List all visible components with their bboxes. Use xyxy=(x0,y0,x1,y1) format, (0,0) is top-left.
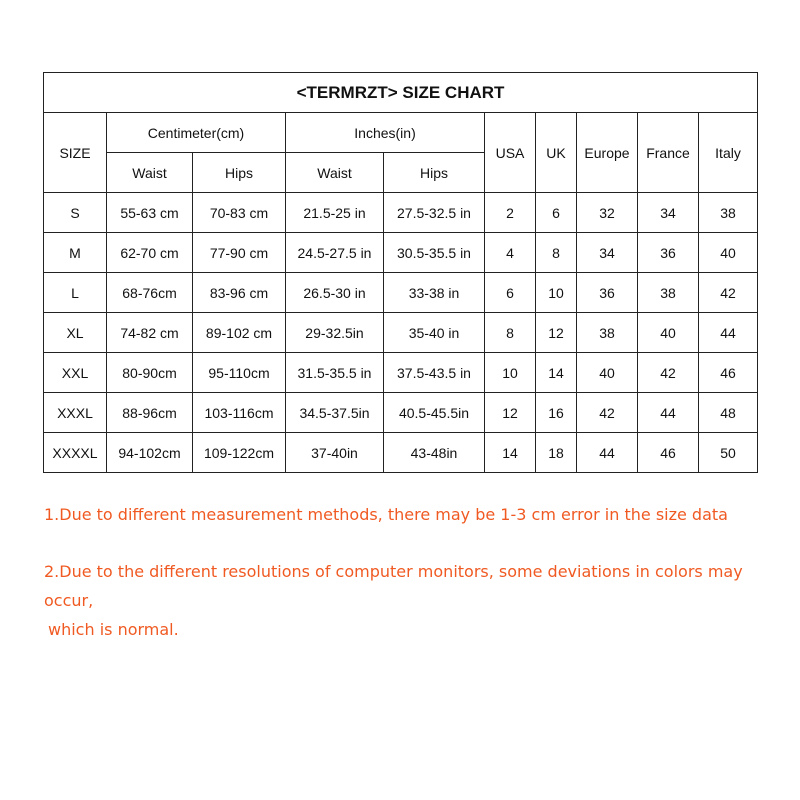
cell-uk: 12 xyxy=(536,313,577,353)
cell-size: XXXXL xyxy=(44,433,107,473)
cell-uk: 8 xyxy=(536,233,577,273)
cell-waist-in: 37-40in xyxy=(286,433,384,473)
cell-europe: 32 xyxy=(577,193,638,233)
table-row xyxy=(44,393,758,433)
cell-europe: 44 xyxy=(577,433,638,473)
cell-europe: 38 xyxy=(577,313,638,353)
cell-france: 36 xyxy=(638,233,699,273)
table-row xyxy=(44,353,758,393)
cell-hips-cm: 70-83 cm xyxy=(193,193,286,233)
cell-waist-cm: 62-70 cm xyxy=(107,233,193,273)
cell-hips-cm: 109-122cm xyxy=(193,433,286,473)
cell-waist-cm: 55-63 cm xyxy=(107,193,193,233)
note-monitor-color: 2.Due to the different resolutions of computer monitors, some deviations in colors may occur, xyxy=(44,562,743,610)
cell-waist-in: 31.5-35.5 in xyxy=(286,353,384,393)
cell-waist-cm: 68-76cm xyxy=(107,273,193,313)
header-row-1 xyxy=(44,113,758,153)
header-centimeter: Centimeter(cm) xyxy=(107,113,286,153)
cell-europe: 40 xyxy=(577,353,638,393)
cell-hips-in: 27.5-32.5 in xyxy=(384,193,485,233)
cell-italy: 48 xyxy=(699,393,758,433)
cell-usa: 2 xyxy=(485,193,536,233)
cell-size: S xyxy=(44,193,107,233)
cell-usa: 6 xyxy=(485,273,536,313)
cell-hips-cm: 83-96 cm xyxy=(193,273,286,313)
table-row xyxy=(44,233,758,273)
table-row xyxy=(44,433,758,473)
note-measurement-error: 1.Due to different measurement methods, there may be 1-3 cm error in the size data xyxy=(44,505,728,524)
cell-uk: 10 xyxy=(536,273,577,313)
cell-waist-in: 26.5-30 in xyxy=(286,273,384,313)
cell-italy: 46 xyxy=(699,353,758,393)
cell-europe: 36 xyxy=(577,273,638,313)
header-uk: UK xyxy=(536,113,577,193)
header-size: SIZE xyxy=(44,113,107,193)
cell-hips-in: 33-38 in xyxy=(384,273,485,313)
cell-usa: 4 xyxy=(485,233,536,273)
table-row xyxy=(44,193,758,233)
table-row xyxy=(44,313,758,353)
cell-france: 46 xyxy=(638,433,699,473)
cell-uk: 16 xyxy=(536,393,577,433)
header-france: France xyxy=(638,113,699,193)
cell-italy: 50 xyxy=(699,433,758,473)
cell-france: 34 xyxy=(638,193,699,233)
header-italy: Italy xyxy=(699,113,758,193)
chart-title: <TERMRZT> SIZE CHART xyxy=(44,73,758,113)
cell-italy: 40 xyxy=(699,233,758,273)
cell-waist-in: 21.5-25 in xyxy=(286,193,384,233)
header-inches: Inches(in) xyxy=(286,113,485,153)
cell-waist-cm: 94-102cm xyxy=(107,433,193,473)
cell-waist-cm: 74-82 cm xyxy=(107,313,193,353)
header-waist-cm: Waist xyxy=(107,153,193,193)
cell-hips-in: 43-48in xyxy=(384,433,485,473)
cell-italy: 42 xyxy=(699,273,758,313)
cell-europe: 34 xyxy=(577,233,638,273)
cell-usa: 12 xyxy=(485,393,536,433)
cell-italy: 44 xyxy=(699,313,758,353)
header-waist-in: Waist xyxy=(286,153,384,193)
cell-waist-in: 34.5-37.5in xyxy=(286,393,384,433)
cell-uk: 18 xyxy=(536,433,577,473)
cell-size: L xyxy=(44,273,107,313)
notes-section xyxy=(44,500,784,644)
cell-size: XXXL xyxy=(44,393,107,433)
cell-size: XL xyxy=(44,313,107,353)
cell-uk: 6 xyxy=(536,193,577,233)
cell-france: 38 xyxy=(638,273,699,313)
cell-uk: 14 xyxy=(536,353,577,393)
cell-hips-in: 40.5-45.5in xyxy=(384,393,485,433)
cell-france: 40 xyxy=(638,313,699,353)
cell-hips-cm: 77-90 cm xyxy=(193,233,286,273)
note-monitor-color-continued: which is normal. xyxy=(48,620,179,639)
size-chart-table xyxy=(43,72,758,473)
cell-waist-cm: 88-96cm xyxy=(107,393,193,433)
cell-usa: 14 xyxy=(485,433,536,473)
header-hips-in: Hips xyxy=(384,153,485,193)
cell-usa: 8 xyxy=(485,313,536,353)
cell-size: XXL xyxy=(44,353,107,393)
cell-hips-cm: 103-116cm xyxy=(193,393,286,433)
cell-waist-in: 29-32.5in xyxy=(286,313,384,353)
cell-france: 44 xyxy=(638,393,699,433)
cell-hips-cm: 89-102 cm xyxy=(193,313,286,353)
cell-hips-in: 35-40 in xyxy=(384,313,485,353)
cell-hips-in: 30.5-35.5 in xyxy=(384,233,485,273)
cell-size: M xyxy=(44,233,107,273)
cell-europe: 42 xyxy=(577,393,638,433)
cell-usa: 10 xyxy=(485,353,536,393)
cell-waist-in: 24.5-27.5 in xyxy=(286,233,384,273)
cell-hips-cm: 95-110cm xyxy=(193,353,286,393)
cell-italy: 38 xyxy=(699,193,758,233)
cell-france: 42 xyxy=(638,353,699,393)
title-row xyxy=(44,73,758,113)
table-row xyxy=(44,273,758,313)
header-usa: USA xyxy=(485,113,536,193)
cell-hips-in: 37.5-43.5 in xyxy=(384,353,485,393)
header-hips-cm: Hips xyxy=(193,153,286,193)
header-europe: Europe xyxy=(577,113,638,193)
cell-waist-cm: 80-90cm xyxy=(107,353,193,393)
